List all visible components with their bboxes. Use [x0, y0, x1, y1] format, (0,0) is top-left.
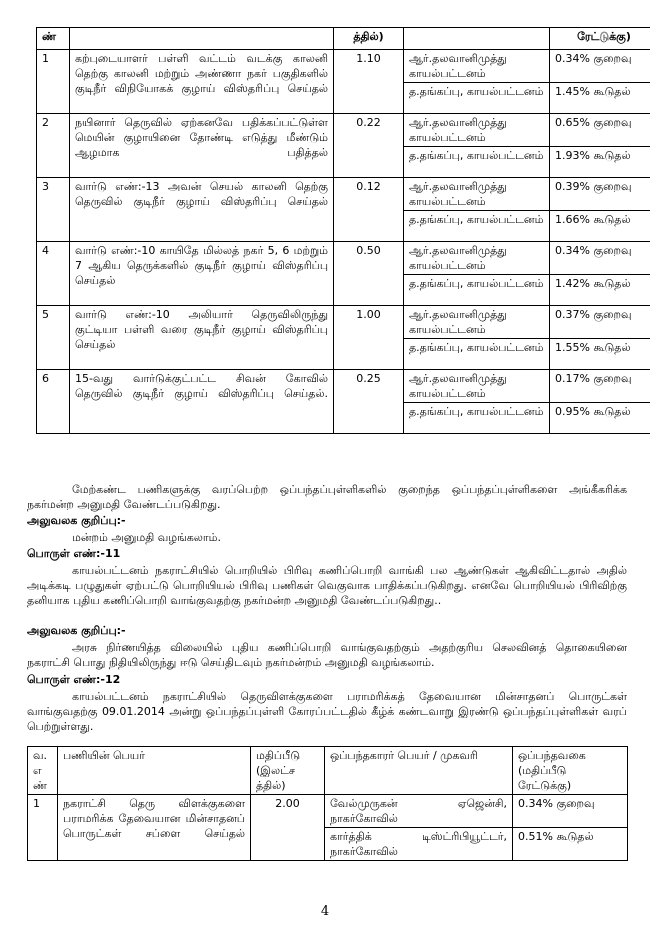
page-number: 4	[320, 904, 330, 919]
header-work: பணியின் பெயர்	[58, 747, 251, 795]
row-work: கற்புடையாளர் பள்ளி வட்டம் வடக்கு காலனி தெற்கு காலனி மற்றும் அண்ணா நகர் பகுதிகளில் குடிநீர் விநியோகக் குழாய் விஸ்தரிப்பு செய்தல்	[70, 50, 334, 114]
bid-rate: 1.45% கூடுதல்	[550, 83, 650, 114]
row-estimate: 2.00	[251, 795, 325, 861]
tender-table-water	[36, 27, 650, 434]
header-estimate: மதிப்பீடு (இலட்ச த்தில்)	[251, 747, 325, 795]
office-note-label-1: அலுவலக குறிப்பு:-	[27, 514, 126, 527]
row-estimate: 0.50	[334, 242, 404, 306]
row-estimate: 0.25	[334, 370, 404, 434]
bid-contractor: ஆர்.தலவானிமுத்து காயல்பட்டனம்	[404, 370, 550, 403]
row-work: வார்டு எண்:-13 அவன் செயல் காலனி தெற்கு தெருவில் குடிநீர் குழாய் விஸ்தரிப்பு செய்தல்	[70, 178, 334, 242]
bid-rate: 0.95% கூடுதல்	[550, 403, 650, 434]
bid-rate: 1.42% கூடுதல்	[550, 275, 650, 306]
bid-rate: 1.66% கூடுதல்	[550, 211, 650, 242]
item-11-label: பொருள் எண்:-11	[27, 547, 121, 560]
bid-rate: 0.34% குறைவு	[513, 795, 628, 828]
bid-rate: 0.34% குறைவு	[550, 242, 650, 275]
bid-rate: 0.17% குறைவு	[550, 370, 650, 403]
table-row	[37, 50, 650, 83]
tender-table-streetlight	[27, 746, 628, 861]
row-work: வார்டு எண்:-10 அலியார் தெருவிலிருந்து குட்டியா பள்ளி வரை குடிநீர் குழாய் விஸ்தரிப்பு செய்தல்	[70, 306, 334, 370]
item-11-text: காயல்பட்டனம் நகராட்சியில் பொறியில் பிரிவு கணிப்பொறி வாங்கி பல ஆண்டுகள் ஆகிவிட்டதால் அதில் அடிக்கடி பழுதுகள் ஏற்பட்டு பொறியியல் பிரிவு பணிகள் வெகுவாக பாதிக்கப்படுகிறது. எனவே பொறியியல் பிரிவிற்கு தனியாக புதிய கணிப்பொறி வாங்குவதற்கு நகர்மன்ற அனுமதி வேண்டப்படுகிறது..	[27, 564, 627, 607]
table-row	[37, 306, 650, 339]
header-work	[70, 28, 334, 50]
header-contractor	[404, 28, 550, 50]
bid-contractor: ஆர்.தலவானிமுத்து காயல்பட்டனம்	[404, 178, 550, 211]
bid-contractor: கார்த்திக் டிஸ்ட்ரிபியூட்டர், நாகர்கோவில்	[325, 828, 513, 861]
office-note-text-2: அரசு நிர்ணயித்த விலையில் புதிய கணிப்பொறி வாங்குவதற்கும் அதற்குரிய செலவினத் தொகையினை நகராட்சி பொது நிதியிலிருந்து ஈடு செய்திடவும் நகர்மன்றம் அனுமதி வழங்கலாம்.	[27, 641, 627, 669]
row-work: 15-வது வார்டுக்குட்பட்ட சிவன் கோவில் தெருவில் குடிநீர் குழாய் விஸ்தரிப்பு செய்தல்.	[70, 370, 334, 434]
bid-rate: 0.34% குறைவு	[550, 50, 650, 83]
table-row	[37, 242, 650, 275]
row-no: 6	[37, 370, 70, 434]
header-no: ண்	[37, 28, 70, 50]
row-no: 1	[28, 795, 58, 861]
header-estimate: த்தில்)	[334, 28, 404, 50]
bid-contractor: ஆர்.தலவானிமுத்து காயல்பட்டனம்	[404, 114, 550, 147]
bid-rate: 1.55% கூடுதல்	[550, 339, 650, 370]
bid-contractor: வேல்முருகன் ஏஜென்சி, நாகர்கோவில்	[325, 795, 513, 828]
table-header-row	[28, 747, 628, 795]
office-note-label-2: அலுவலக குறிப்பு:-	[27, 624, 126, 637]
row-estimate: 0.22	[334, 114, 404, 178]
header-rate: ஒப்பந்தவகை (மதிப்பீடு ரேட்டுக்கு)	[513, 747, 628, 795]
bid-contractor: த.தங்கப்பு, காயல்பட்டனம்	[404, 83, 550, 114]
approval-paragraph: மேற்கண்ட பணிகளுக்கு வரப்பெற்ற ஒப்பந்தப்புள்ளிகளில் குறைந்த ஒப்பந்தப்புள்ளிகளை அங்கீகரிக்க நகர்மன்ற அனுமதி வேண்டப்படுகிறது.	[27, 483, 627, 511]
table-row	[37, 178, 650, 211]
bid-rate: 0.51% கூடுதல்	[513, 828, 628, 861]
item-12-text: காயல்பட்டனம் நகராட்சியில் தெருவிளக்குகளை பராமரிக்கத் தேவையான மின்சாதனப் பொருட்கள் வாங்குவதற்கு 09.01.2014 அன்று ஒப்பந்தப்புள்ளி கோரப்பட்டதில் கீழ்க் கண்டவாறு இரண்டு ஒப்பந்தப்புள்ளிகள் வரப் பெற்றுள்ளது.	[27, 690, 627, 733]
row-work: நயினார் தெருவில் ஏற்கனவே பதிக்கப்பட்டுள்ள மெயின் குழாயினை தோண்டி எடுத்து மீண்டும் ஆழமாக பதித்தல்	[70, 114, 334, 178]
row-no: 2	[37, 114, 70, 178]
row-estimate: 0.12	[334, 178, 404, 242]
row-estimate: 1.10	[334, 50, 404, 114]
row-no: 3	[37, 178, 70, 242]
row-work: நகராட்சி தெரு விளக்குகளை பராமரிக்க தேவையான மின்சாதனப் பொருட்கள் சப்ளை செய்தல்	[58, 795, 251, 861]
bid-rate: 0.37% குறைவு	[550, 306, 650, 339]
header-no: வ. எ ண்	[28, 747, 58, 795]
office-note-text-1: மன்றம் அனுமதி வழங்கலாம்.	[72, 531, 221, 544]
bid-rate: 0.39% குறைவு	[550, 178, 650, 211]
bid-contractor: த.தங்கப்பு, காயல்பட்டனம்	[404, 339, 550, 370]
item-12-label: பொருள் எண்:-12	[27, 673, 121, 686]
table-row	[37, 114, 650, 147]
table-row	[28, 795, 628, 828]
header-contractor: ஒப்பந்தகாரர் பெயர் / முகவரி	[325, 747, 513, 795]
row-work: வார்டு எண்:-10 காயிதே மில்லத் நகர் 5, 6 மற்றும் 7 ஆகிய தெருக்களில் குடிநீர் குழாய் விஸ்தரிப்பு செய்தல்	[70, 242, 334, 306]
bid-contractor: த.தங்கப்பு, காயல்பட்டனம்	[404, 147, 550, 178]
bid-rate: 1.93% கூடுதல்	[550, 147, 650, 178]
bid-rate: 0.65% குறைவு	[550, 114, 650, 147]
row-estimate: 1.00	[334, 306, 404, 370]
table-header-row	[37, 28, 650, 50]
row-no: 4	[37, 242, 70, 306]
bid-contractor: த.தங்கப்பு, காயல்பட்டனம்	[404, 275, 550, 306]
row-no: 1	[37, 50, 70, 114]
bid-contractor: ஆர்.தலவானிமுத்து காயல்பட்டனம்	[404, 242, 550, 275]
bid-contractor: ஆர்.தலவானிமுத்து காயல்பட்டனம்	[404, 306, 550, 339]
row-no: 5	[37, 306, 70, 370]
header-rate: ரேட்டுக்கு)	[550, 28, 650, 50]
bid-contractor: ஆர்.தலவானிமுத்து காயல்பட்டனம்	[404, 50, 550, 83]
table-row	[37, 370, 650, 403]
bid-contractor: த.தங்கப்பு, காயல்பட்டனம்	[404, 403, 550, 434]
bid-contractor: த.தங்கப்பு, காயல்பட்டனம்	[404, 211, 550, 242]
